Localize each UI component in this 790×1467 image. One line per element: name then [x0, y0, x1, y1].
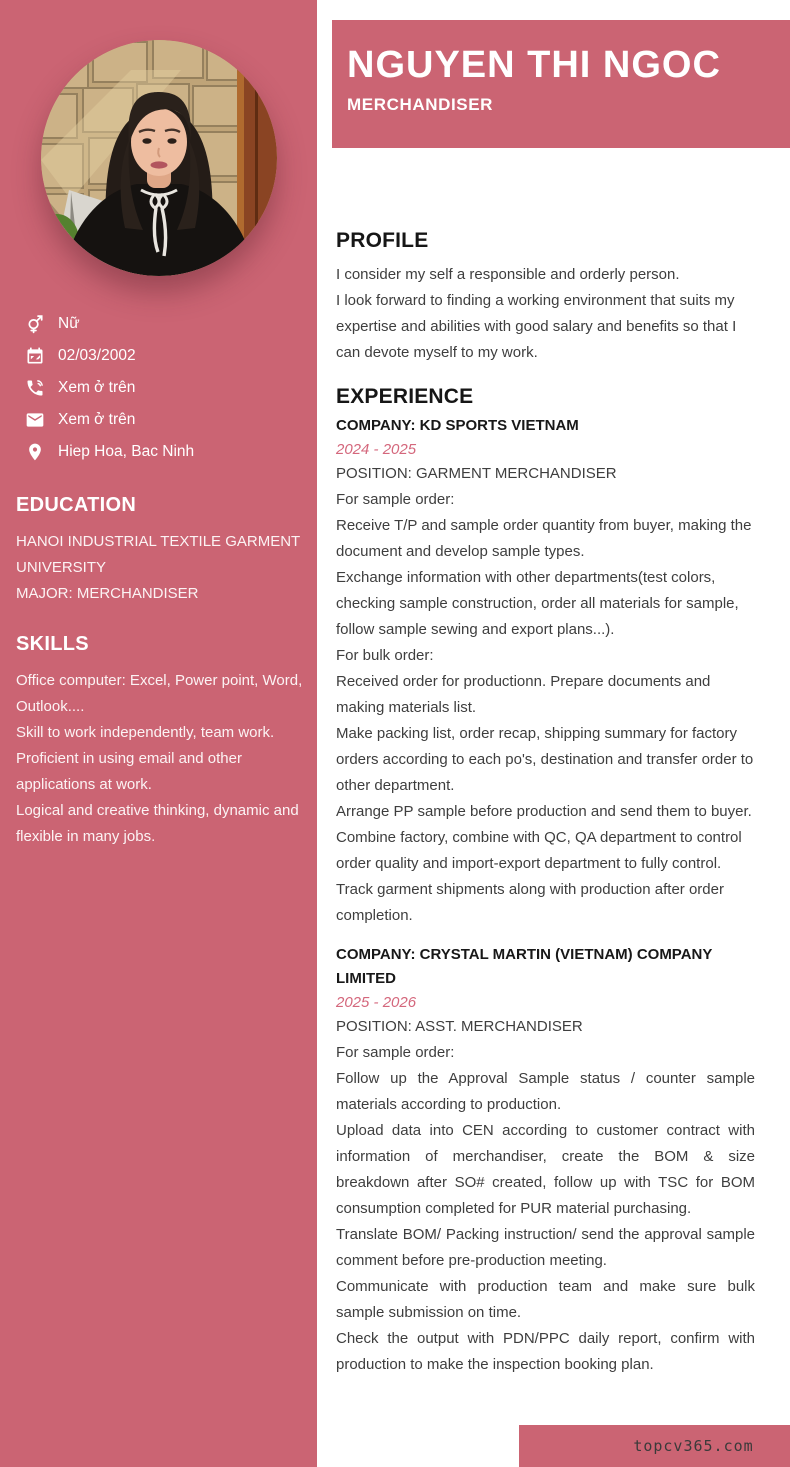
skill-item: Office computer: Excel, Power point, Word, Outlook....: [16, 672, 303, 715]
skill-item: Skill to work independently, team work.: [16, 724, 275, 741]
contact-list: [0, 308, 317, 468]
contact-email-text: Xem ở trên: [58, 411, 136, 428]
job-detail: Received order for productionn. Prepare documents and making materials list.: [336, 673, 711, 716]
job-detail: Make packing list, order recap, shipping summary for factory orders according to each po's, destination and transfer order to other department.: [336, 725, 754, 794]
job-detail: Receive T/P and sample order quantity from buyer, making the document and develop sample types.: [336, 517, 752, 560]
contact-gender-text: Nữ: [58, 315, 80, 332]
contact-item-email: [25, 404, 317, 436]
job-detail: For bulk order:: [336, 647, 434, 664]
contact-phone-text: Xem ở trên: [58, 379, 136, 396]
profile-photo-illustration: [41, 40, 277, 276]
job-period: 2024 - 2025: [336, 441, 417, 458]
candidate-name: NGUYEN THI NGOC: [347, 44, 721, 86]
education-heading: EDUCATION: [16, 494, 137, 516]
experience-job-2: [336, 943, 755, 1378]
job-period: 2025 - 2026: [336, 994, 417, 1011]
profile-paragraph: I look forward to finding a working environment that suits my expertise and abilities with good salary and benefits so that I can devote myself to my work.: [336, 292, 737, 361]
phone-icon: [25, 378, 45, 398]
experience-job-1: [336, 414, 755, 929]
job-detail: Upload data into CEN according to customer contract with information of merchandiser, create the BOM & size breakdown after SO# created, follow up with TSC for BOM consumption completed for PUR material purchasing.: [336, 1122, 755, 1217]
contact-item-address: [25, 436, 317, 468]
contact-address-text: Hiep Hoa, Bac Ninh: [58, 443, 195, 460]
contact-item-phone: [25, 372, 317, 404]
job-detail: Exchange information with other departments(test colors, checking sample construction, order all materials for sample, follow sample sewing and export plans...).: [336, 569, 739, 638]
contact-item-birthdate: [25, 340, 317, 372]
job-detail: Follow up the Approval Sample status / counter sample materials according to production.: [336, 1070, 755, 1113]
contact-item-gender: [25, 308, 317, 340]
job-company: COMPANY: CRYSTAL MARTIN (VIETNAM) COMPANY LIMITED: [336, 946, 713, 987]
job-company: COMPANY: KD SPORTS VIETNAM: [336, 417, 579, 434]
sidebar: [0, 0, 317, 1467]
education-school: HANOI INDUSTRIAL TEXTILE GARMENT UNIVERSITY: [16, 533, 300, 576]
job-detail: Track garment shipments along with production after order completion.: [336, 881, 724, 924]
calendar-icon: [25, 346, 45, 366]
watermark-banner: [519, 1425, 790, 1467]
job-detail: Translate BOM/ Packing instruction/ send the approval sample comment before pre-production meeting.: [336, 1226, 755, 1269]
job-position: POSITION: GARMENT MERCHANDISER: [336, 465, 617, 482]
job-detail: For sample order:: [336, 1044, 455, 1061]
location-icon: [25, 442, 45, 462]
job-detail: Communicate with production team and make sure bulk sample submission on time.: [336, 1278, 755, 1321]
education-major: MAJOR: MERCHANDISER: [16, 585, 199, 602]
job-position: POSITION: ASST. MERCHANDISER: [336, 1018, 583, 1035]
profile-paragraph: I consider my self a responsible and orderly person.: [336, 266, 680, 283]
mail-icon: [25, 410, 45, 430]
job-detail: Check the output with PDN/PPC daily report, confirm with production to make the inspection booking plan.: [336, 1330, 755, 1373]
job-detail: Combine factory, combine with QC, QA department to control order quality and import-export department to fully control.: [336, 829, 742, 872]
skill-item: Proficient in using email and other applications at work.: [16, 750, 242, 793]
candidate-title: MERCHANDISER: [347, 95, 494, 114]
watermark-text: topcv365.com: [633, 1437, 754, 1455]
contact-birthdate-text: 02/03/2002: [58, 347, 136, 364]
profile-photo: [41, 40, 277, 276]
experience-heading: EXPERIENCE: [336, 385, 474, 408]
job-detail: For sample order:: [336, 491, 455, 508]
profile-heading: PROFILE: [336, 229, 429, 252]
main-content: [332, 228, 790, 1378]
skill-item: Logical and creative thinking, dynamic and flexible in many jobs.: [16, 802, 299, 845]
gender-icon: [25, 314, 45, 334]
main-column: [332, 0, 790, 1378]
skills-heading: SKILLS: [16, 633, 89, 655]
job-detail: Arrange PP sample before production and send them to buyer.: [336, 803, 752, 820]
name-banner: [332, 20, 790, 148]
